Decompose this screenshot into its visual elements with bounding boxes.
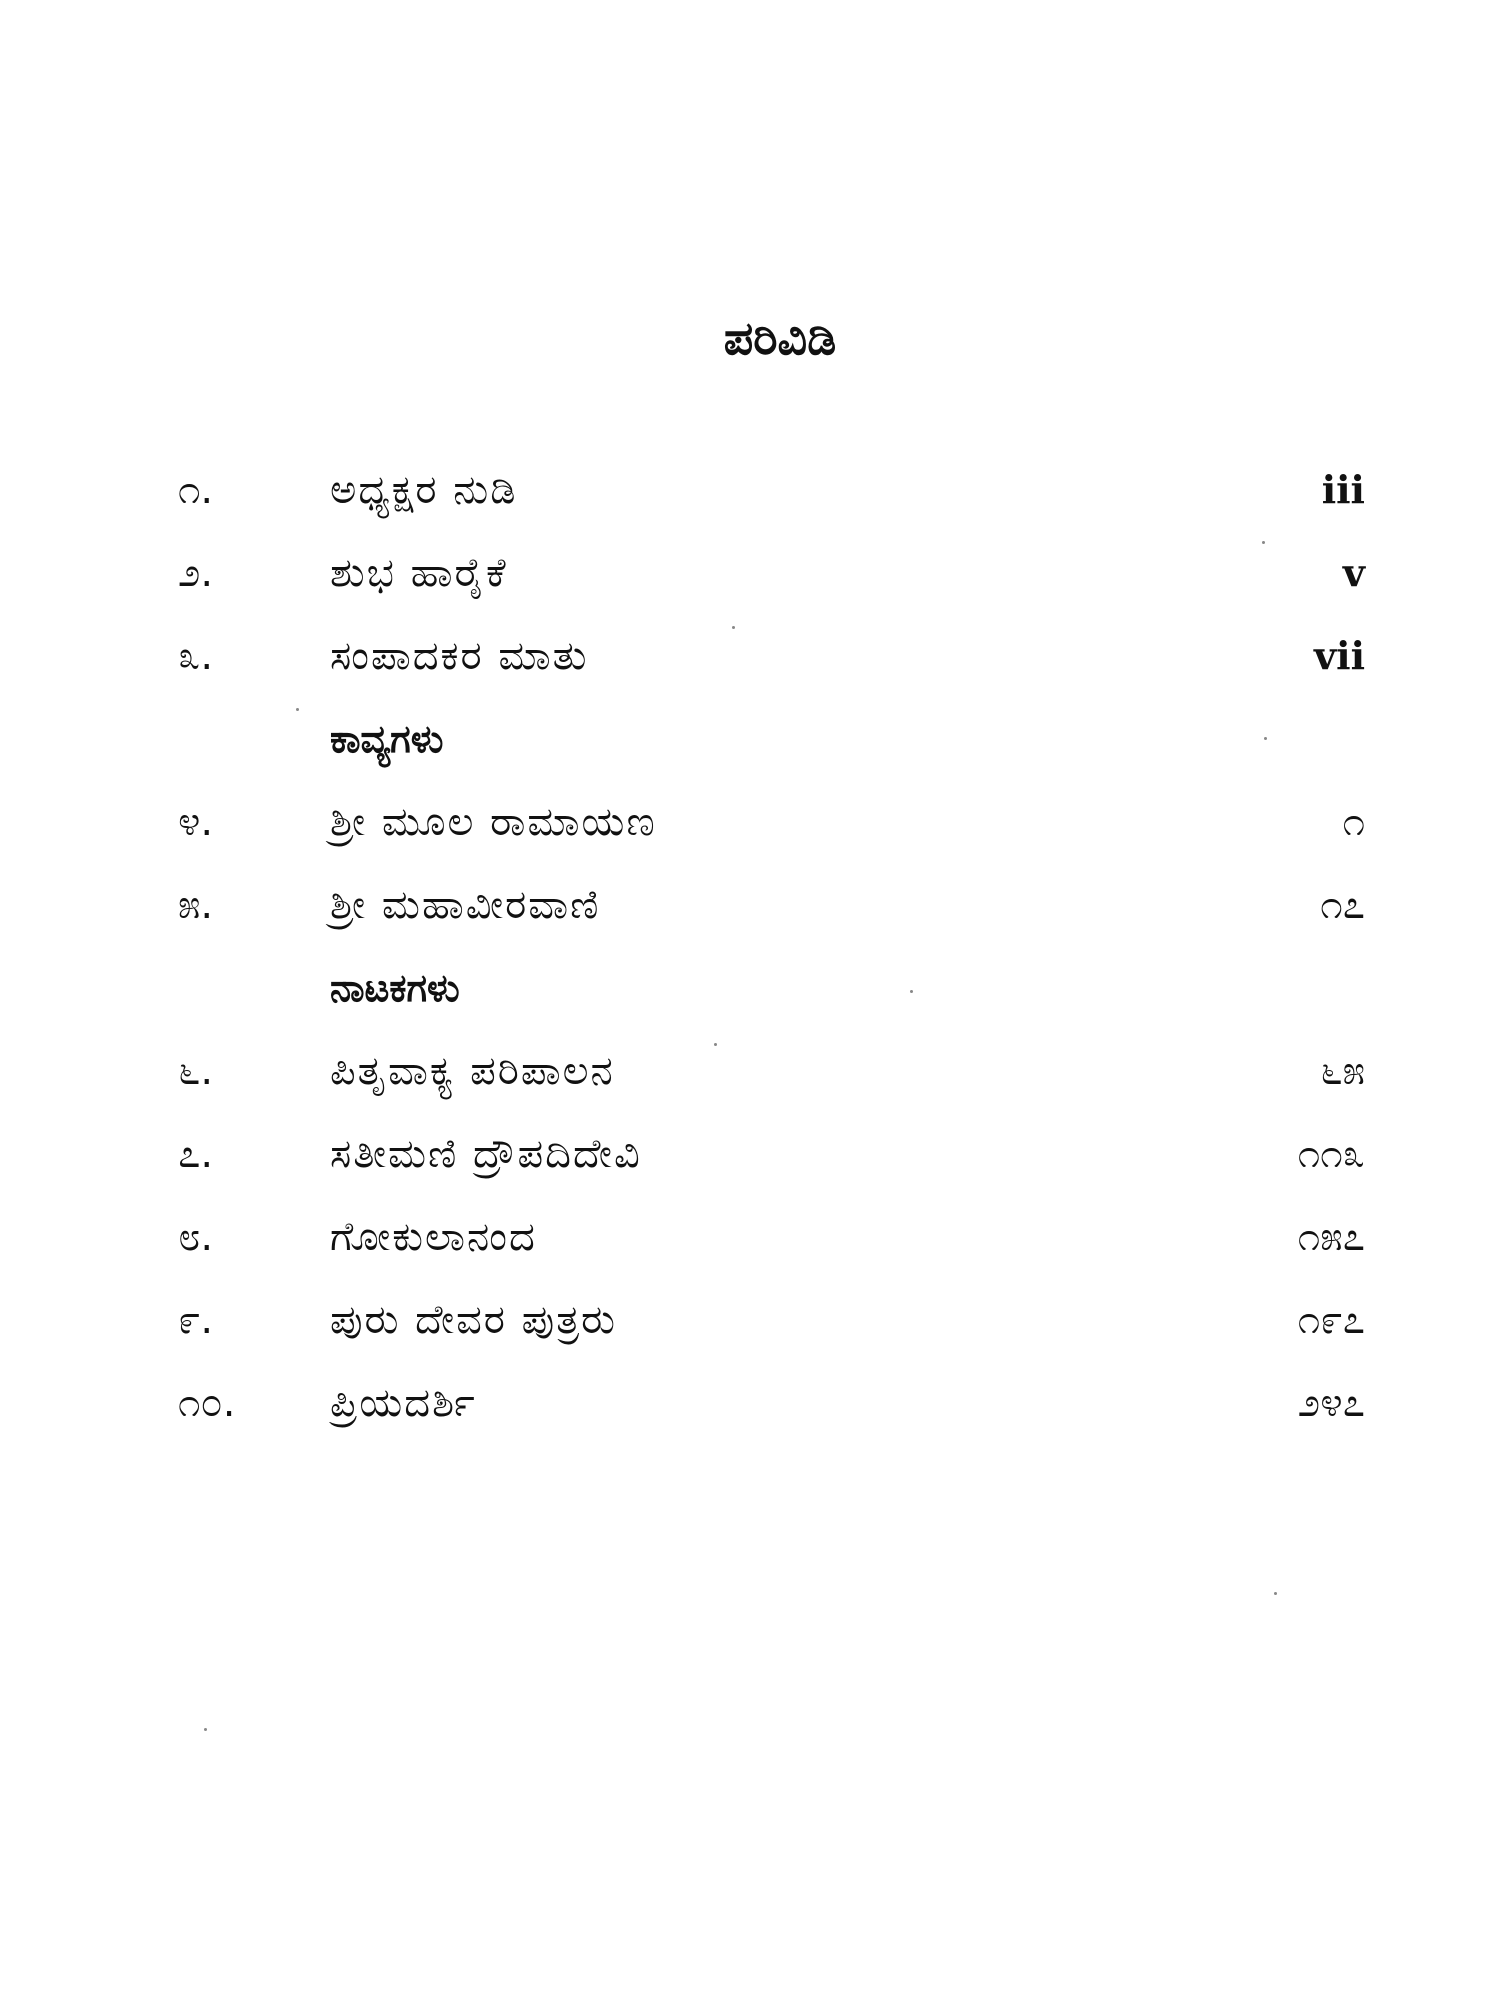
entry-number: ೧೦. [178,1380,236,1426]
entry-page: ೨೪೭ [1297,1380,1365,1426]
entry-title: ಶುಭ ಹಾರೈಕೆ [330,550,508,596]
entry-page: ೬೫ [1320,1048,1365,1094]
scan-speck [1264,737,1267,740]
entry-number: ೯. [178,1297,214,1343]
scan-speck [296,708,299,711]
scan-speck [732,626,735,629]
entry-page: ೧೧೩ [1297,1131,1365,1177]
entry-title: ಅಧ್ಯಕ್ಷರ ನುಡಿ [330,467,518,513]
entry-number: ೨. [178,550,214,596]
entry-page: iii [1321,467,1365,512]
scan-speck [1274,1592,1277,1595]
entry-title: ಪುರು ದೇವರ ಪುತ್ರರು [330,1297,617,1343]
toc-entry-3 [0,621,1500,691]
entry-number: ೧. [178,467,214,513]
entry-title: ಪ್ರಿಯದರ್ಶಿ [330,1380,477,1426]
scan-speck [1262,541,1265,544]
entry-number: ೮. [178,1214,214,1260]
entry-number: ೭. [178,1131,214,1177]
scan-speck [910,990,913,993]
section-heading: ಕಾವ್ಯಗಳು [330,717,444,761]
entry-number: ೪. [178,799,214,845]
entry-number: ೩. [178,633,214,679]
section-heading-natakagalu [0,953,1500,1023]
entry-page: ೧೯೭ [1297,1297,1365,1343]
toc-entry-2 [0,538,1500,608]
entry-title: ಶ್ರೀ ಮೂಲ ರಾಮಾಯಣ [330,799,657,845]
toc-entry-5 [0,870,1500,940]
entry-title: ಗೋಕುಲಾನಂದ [330,1214,537,1260]
entry-number: ೬. [178,1048,214,1094]
entry-title: ಸಂಪಾದಕರ ಮಾತು [330,633,589,679]
entry-title: ಪಿತೃವಾಕ್ಯ ಪರಿಪಾಲನ [330,1048,615,1094]
toc-entry-8 [0,1202,1500,1272]
entry-page: v [1342,550,1365,595]
toc-entry-9 [0,1285,1500,1355]
section-heading-kavyagalu [0,704,1500,774]
entry-page: ೧೫೭ [1297,1214,1365,1260]
entry-number: ೫. [178,882,214,928]
toc-entry-7 [0,1119,1500,1189]
scan-speck [714,1043,717,1046]
entry-page: vii [1314,633,1365,678]
entry-title: ಶ್ರೀ ಮಹಾವೀರವಾಣಿ [330,882,601,928]
toc-entry-10 [0,1368,1500,1438]
entry-page: ೧೭ [1320,882,1365,928]
scan-speck [204,1728,207,1731]
toc-entry-1 [0,455,1500,525]
page-title: ಪರಿವಿಡಿ [723,311,837,365]
toc-entry-6 [0,1036,1500,1106]
entry-page: ೧ [1342,799,1365,845]
section-heading: ನಾಟಕಗಳು [330,966,460,1010]
toc-entry-4 [0,787,1500,857]
entry-title: ಸತೀಮಣಿ ದ್ರೌಪದಿದೇವಿ [330,1131,642,1177]
